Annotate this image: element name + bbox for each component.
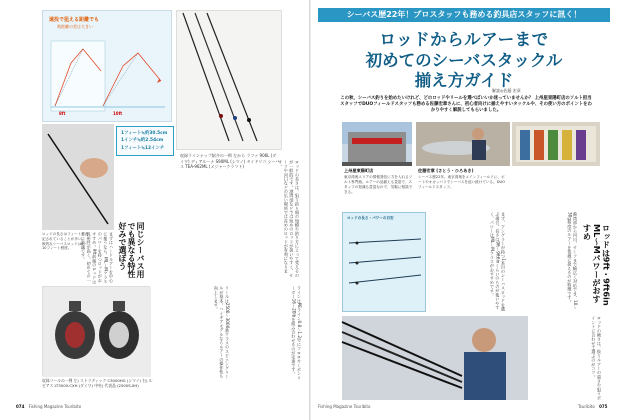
right-body-column-2: 港湾部から河川、サーフまで幅広く対応でき、10〜30g程度のルアーを快適に扱えるのが特徴です。	[567, 212, 578, 310]
shop-exterior-photo	[342, 122, 412, 166]
article-banner: シーバス歴22年！プロスタッフも務める釣具店スタッフに訊く！	[318, 8, 610, 22]
rod-length-diagram	[342, 212, 426, 312]
left-folio	[16, 404, 81, 409]
conversion-line-1: 1フィート≒約30.5cm	[121, 131, 168, 136]
rod-heading: ロッドは9ft・9ft6in ML〜Mパワーがおすすめ	[582, 224, 612, 306]
conversion-line-3: 1フィート≒12インチ	[121, 145, 165, 151]
right-body-column-1: まず、アングラーが持つ1本目のシーバスロッドを選ぶ場合、長さは9ft〜9ft6inくらいのものが使いやすく、パワーはML〜Mクラスがおすすめです。	[489, 212, 506, 312]
length-conversion-box	[116, 126, 174, 156]
article-title-line-1: ロッドからルアーまで	[379, 30, 549, 49]
shop-interior-photo	[512, 122, 600, 166]
left-body-column-2: まずはハードルアーを中心に使うなら、ML〜Mクラスのパワーを持つロッドがおすすめ。9ft前後のロッドは汎用性が高く、初めての一本に最適です。	[81, 232, 114, 284]
staff-fish-image	[416, 122, 510, 166]
left-body-column-3: リールは2500〜3000番クラスのスピニングリールが基本。ハイギアモデルならルアーの操作性も向上します。	[213, 286, 230, 379]
rods-image	[177, 11, 283, 151]
right-folio	[578, 404, 607, 409]
article-title-line-2: 初めてのシーバスタックル	[365, 51, 563, 70]
left-body-column-1: ロッドの長さは、狙う釣り場の規模や釣り方によって変えるのが一般的です。港湾部などでは短めのロッドが扱いやすく、サーフや河口などの広い場所では長めのロッドが有利になります。	[278, 160, 300, 278]
shop-interior-image	[512, 122, 600, 166]
left-body-column-4: ラインはPEライン0.8〜1.2号にフロロカーボンリーダー16〜20lbを組み合わせるのが定番です。	[291, 286, 302, 380]
conversion-line-2: 1インチ≒約2.54cm	[121, 138, 164, 144]
left-folio-text: Fishing Magazine Tsuribito	[28, 404, 82, 409]
lead-paragraph: この秋、シーバス釣りを始めたいけれど、どのロッドやリールを選べばいいか迷っていませんか？ 上州屋東陽町店のソルト担当スタッフでDUOフィールドスタッフも務める佐藤宏章さんに、初心者向けに揃えやすいタックルや、その使い方のポイントをわかりやすく解説してもらいました。	[340, 96, 592, 114]
casting-distance-diagram	[42, 10, 172, 122]
rod-diagram-title: ロッドの長さ・パワーの目安	[347, 216, 394, 220]
length-note: ロッドの長さはフィートで表記されていることが多い。一般的なシーバスロッドは8〜10フィート程度。	[42, 232, 89, 251]
staff-info: シーバス歴22年。東京湾奥をメインフィールドに、ボートやオカッパリでシーバスを追い続けている。DUO フィールドスタッフ。	[418, 175, 505, 189]
staff-holding-rods-photo	[342, 316, 528, 400]
diagram-label-long: 10ft	[113, 111, 123, 116]
shop-name: 上州屋東陽町店	[344, 168, 374, 173]
left-page-number: 074	[16, 404, 25, 409]
rod-diagram-graphic	[343, 213, 427, 313]
diagram-subtitle: 飛距離の差は大きい	[57, 24, 93, 29]
reels-caption: 収録リールの一例 左) ストラディック C3000HG (シマノ) 右) ルビアス LT3000-CXH (ダイワ) 中央) 代表品 (2500S-XH)	[42, 378, 153, 389]
rod-hand-image	[42, 124, 114, 230]
staff-with-fish-photo	[416, 122, 510, 166]
right-page-number: 075	[599, 404, 608, 409]
shop-info: 東京湾奥エリアの情報発信に力を入れるソルト専門館。ルアーの品揃えも豊富で、スタッフの知識も豊富なので、気軽に相談できる。	[344, 175, 413, 194]
reels-image	[43, 287, 151, 377]
rods-photo	[176, 10, 282, 150]
right-body-column-3: ロッドの硬さは、扱うルアーの重さや狙うポイントに合わせて選ぶのがコツ。	[591, 316, 602, 400]
reel-heading: 同じシーバス用でも異なる特性 好みで選ぼう	[118, 222, 145, 278]
right-folio-left: Fishing Magazine Tsuribito	[318, 404, 371, 409]
article-title-line-3: 揃え方ガイド	[414, 71, 514, 90]
shop-exterior-image	[342, 122, 412, 166]
staff-rods-image	[342, 316, 528, 400]
right-folio-text: Tsuribito	[578, 404, 595, 409]
rods-caption: 収録ラインナップ紹介の一例 左から ラファ 906L (ダイワ) ディアルーナ S90ML (シマノ) タイドリコ シーバス TEA-962ML (メジャークラフト)	[180, 153, 280, 170]
rod-in-hand-photo	[42, 124, 114, 230]
diagram-label-short: 8ft	[59, 111, 66, 116]
reels-photo	[42, 286, 150, 376]
diagram-title: 遠投で狙える距離でも	[49, 17, 100, 23]
staff-name: 佐藤宏章 (さとう・ひろあき)	[418, 168, 474, 173]
byline: 解説◎佐藤 宏章	[492, 88, 521, 93]
